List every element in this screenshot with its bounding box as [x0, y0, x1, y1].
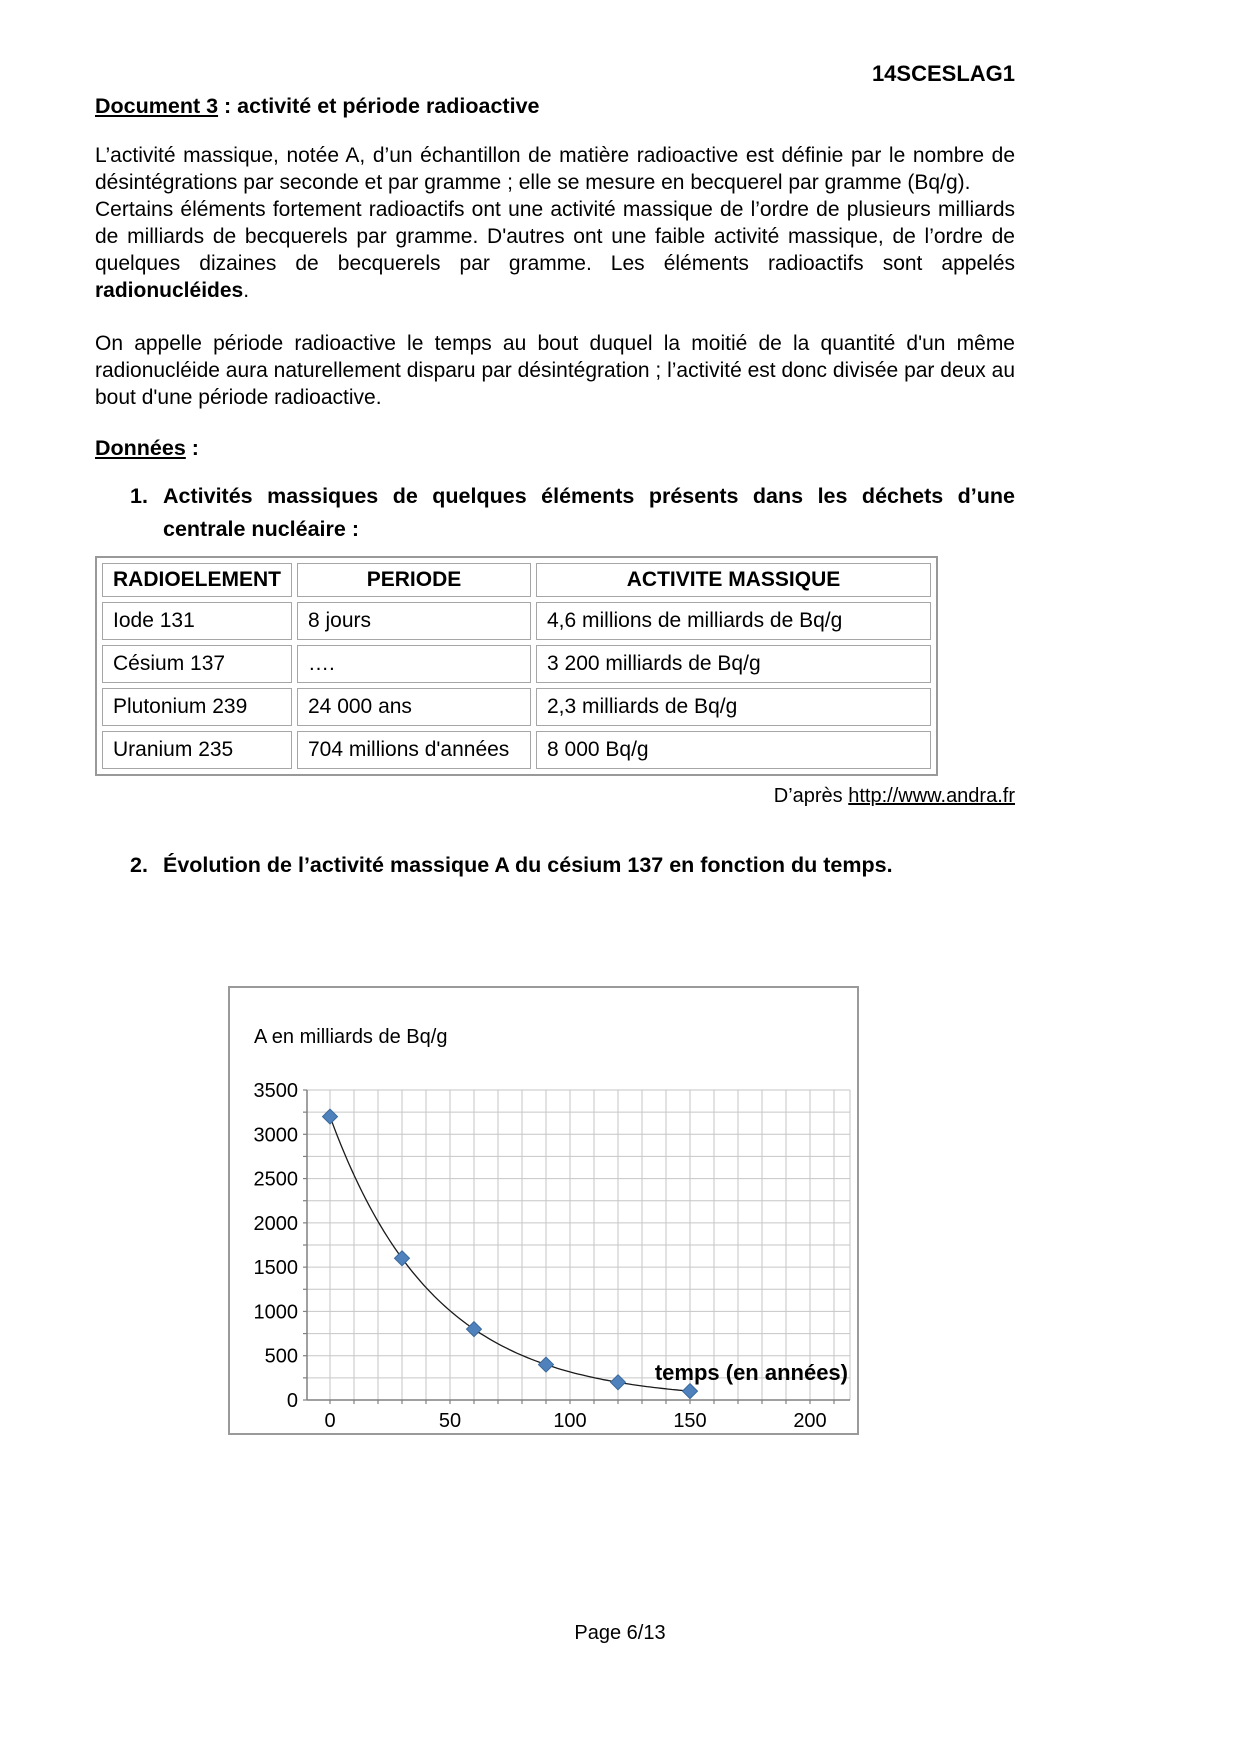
x-tick-label: 0	[324, 1410, 336, 1432]
paragraph-text-end: .	[243, 279, 250, 302]
table-cell: Uranium 235	[102, 731, 292, 769]
table-header-cell: RADIOELEMENT	[102, 563, 292, 597]
radionucleides-bold: radionucléides	[95, 279, 244, 302]
andra-link[interactable]: http://www.andra.fr	[848, 785, 1015, 807]
y-tick-label: 500	[264, 1345, 298, 1368]
list-item-1-text: Activités massiques de quelques éléments présents dans les déchets d’une centrale nucléaire :	[163, 484, 1015, 541]
x-tick-label: 100	[553, 1410, 587, 1432]
table-cell: 8 jours	[297, 602, 531, 640]
y-tick-label: 1000	[253, 1301, 298, 1324]
paragraph-text: Certains éléments fortement radioactifs ont une activité massique de l’ordre de plusieurs milliards de milliards de becquerels par gramme. D'autres ont une faible activité massique, de l’ordre de quelques dizaines de becquerels par gramme. Les éléments radioactifs sont appelés	[95, 198, 1015, 275]
table-cell: Iode 131	[102, 602, 292, 640]
paragraph-periode-radioactive: On appelle période radioactive le temps au bout duquel la moitié de la quantité d'un même radionucléide aura naturellement disparu par désintégration ; l’activité est donc divisée par deux au bout d'une période radioactive.	[95, 332, 1015, 409]
chart-plot-area	[230, 988, 857, 1433]
y-tick-label: 3500	[253, 1080, 298, 1102]
exam-code: 14SCESLAG1	[871, 61, 1015, 86]
table-header-row	[102, 563, 931, 597]
donnees-heading	[95, 435, 1015, 462]
attribution	[95, 784, 1015, 809]
table-header-cell: PERIODE	[297, 563, 531, 597]
list-item-2-number: 2.	[130, 853, 148, 877]
data-point-marker	[395, 1251, 410, 1266]
paragraph-activite-massique: L’activité massique, notée A, d’un échantillon de matière radioactive est définie par le nombre de désintégrations par seconde et par gramme ; elle se mesure en becquerel par gramme (Bq/g).	[95, 144, 1015, 194]
y-tick-label: 3000	[253, 1124, 298, 1147]
page-content	[95, 60, 1015, 1435]
table-cell: 24 000 ans	[297, 688, 531, 726]
document-title-label: Document 3	[95, 94, 219, 118]
attribution-prefix: D’après	[773, 785, 849, 807]
y-tick-label: 2500	[253, 1168, 298, 1191]
data-point-marker	[323, 1109, 338, 1124]
cesium-activity-chart	[228, 986, 859, 1435]
table-cell: 8 000 Bq/g	[536, 731, 931, 769]
table-row	[102, 731, 931, 769]
table-cell: Plutonium 239	[102, 688, 292, 726]
y-tick-label: 2000	[253, 1212, 298, 1235]
donnees-label: Données	[95, 436, 186, 460]
data-point-marker	[467, 1322, 482, 1337]
table-row	[102, 602, 931, 640]
list-item-1	[130, 480, 1015, 546]
chart-x-axis-title: temps (en années)	[654, 1360, 848, 1385]
paragraph-certains-elements	[95, 196, 1015, 304]
table-cell: 3 200 milliards de Bq/g	[536, 645, 931, 683]
table-cell: 2,3 milliards de Bq/g	[536, 688, 931, 726]
x-tick-label: 50	[438, 1410, 462, 1432]
table-row	[102, 688, 931, 726]
document-title	[95, 93, 1015, 120]
data-curve	[330, 1117, 690, 1392]
table-header-cell: ACTIVITE MASSIQUE	[536, 563, 931, 597]
page-number: Page 6/13	[574, 1622, 666, 1644]
x-tick-label: 200	[793, 1410, 827, 1432]
radioelements-table	[95, 556, 938, 776]
data-point-marker	[683, 1384, 698, 1399]
table-row	[102, 645, 931, 683]
x-tick-label: 150	[673, 1410, 707, 1432]
y-tick-label: 0	[286, 1390, 298, 1412]
chart-y-axis-title: A en milliards de Bq/g	[254, 1026, 448, 1048]
document-title-rest: : activité et période radioactive	[218, 94, 540, 118]
data-point-marker	[539, 1357, 554, 1372]
table-cell: 704 millions d'années	[297, 731, 531, 769]
table-cell: Césium 137	[102, 645, 292, 683]
table-cell: 4,6 millions de milliards de Bq/g	[536, 602, 931, 640]
donnees-colon: :	[185, 436, 199, 460]
list-item-1-number: 1.	[130, 484, 148, 508]
y-tick-label: 1500	[253, 1257, 298, 1280]
list-item-2	[130, 849, 1015, 882]
data-point-marker	[611, 1375, 626, 1390]
table-cell: ….	[297, 645, 531, 683]
list-item-2-text: Évolution de l’activité massique A du césium 137 en fonction du temps.	[163, 853, 893, 877]
